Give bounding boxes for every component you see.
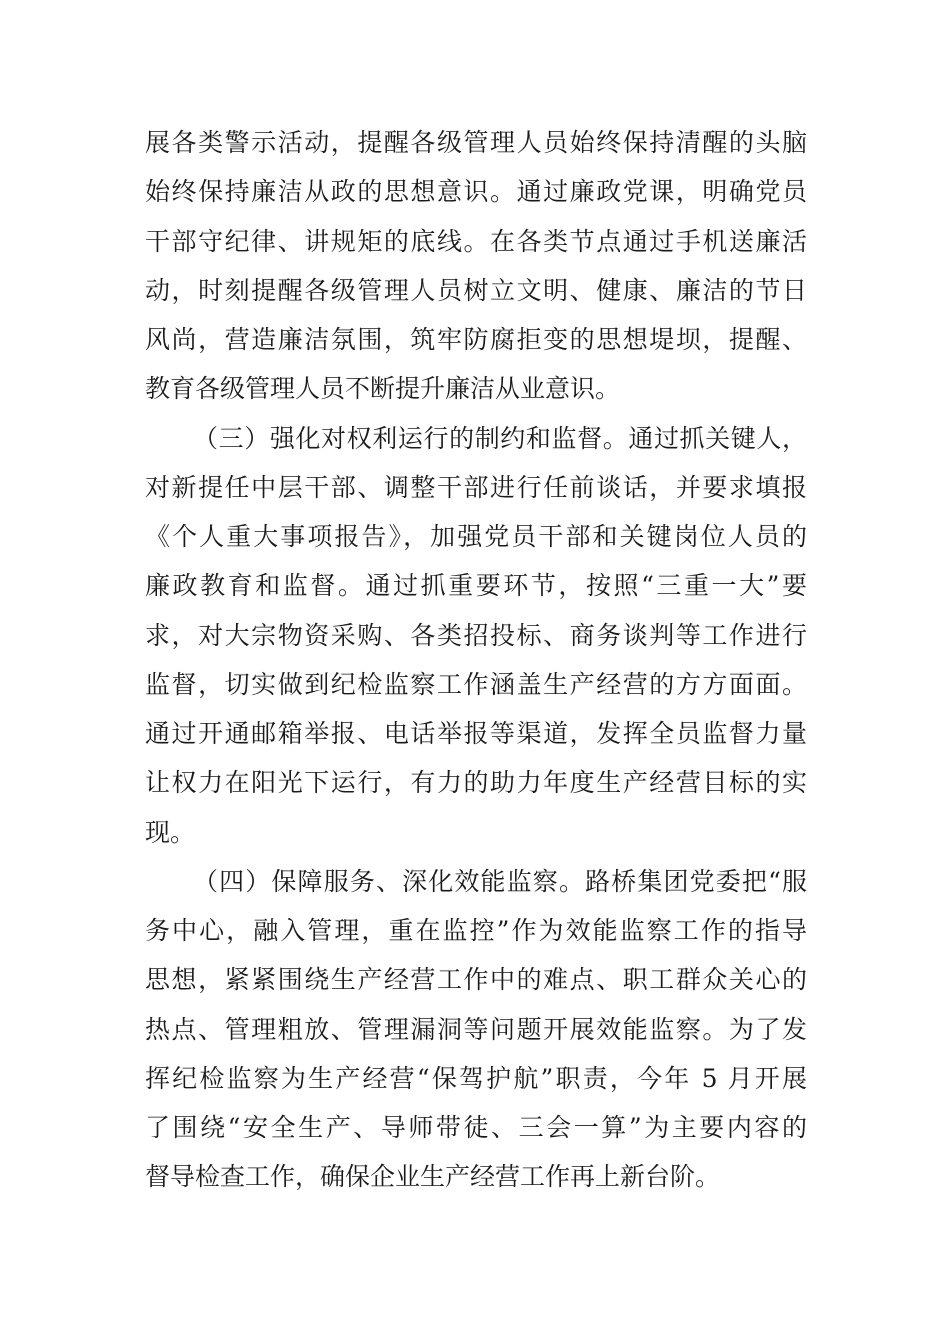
text-line: 干部守纪律、讲规矩的底线。在各类节点通过手机送廉活 [145, 226, 807, 256]
text-line: 《个人重大事项报告》，加强党员干部和关键岗位人员的 [145, 522, 807, 551]
text-line: 风尚，营造廉洁氛围，筑牢防腐拒变的思想堤坝，提醒、 [145, 325, 807, 354]
text-line: 廉政教育和监督。通过抓重要环节，按照“三重一大”要 [145, 571, 807, 601]
text-line: 让权力在阳光下运行，有力的助力年度生产经营目标的实 [145, 768, 807, 798]
text-line: 现。 [145, 817, 196, 847]
text-lines [145, 118, 807, 1202]
text-line: 动，时刻提醒各级管理人员树立文明、健康、廉洁的节日 [145, 275, 807, 305]
text-line: 督导检查工作，确保企业生产经营工作再上新台阶。 [145, 1162, 721, 1192]
text-line: 教育各级管理人员不断提升廉洁从业意识。 [145, 374, 621, 404]
text-line: 挥纪检监察为生产经营“保驾护航”职责，今年 5 月开展 [145, 1063, 807, 1093]
text-line: 监督，切实做到纪检监察工作涵盖生产经营的方方面面。 [145, 669, 807, 699]
text-line: 通过开通邮箱举报、电话举报等渠道，发挥全员监督力量 [145, 719, 807, 748]
text-line: 对新提任中层干部、调整干部进行任前谈话，并要求填报 [145, 472, 807, 502]
text-line: 热点、管理粗放、管理漏洞等问题开展效能监察。为了发 [145, 1014, 807, 1044]
text-line: 了围绕“安全生产、导师带徒、三会一算”为主要内容的 [145, 1113, 807, 1142]
text-line: 展各类警示活动，提醒各级管理人员始终保持清醒的头脑 [145, 128, 807, 157]
paragraph-start-line: （四）保障服务、深化效能监察。路桥集团党委把“服 [193, 866, 807, 896]
document-body [145, 118, 807, 1202]
text-line: 始终保持廉洁从政的思想意识。通过廉政党课，明确党员 [145, 177, 807, 207]
text-line: 求，对大宗物资采购、各类招投标、商务谈判等工作进行 [145, 620, 807, 650]
text-line: 务中心，融入管理，重在监控”作为效能监察工作的指导 [145, 916, 807, 945]
text-line: 思想，紧紧围绕生产经营工作中的难点、职工群众关心的 [145, 965, 807, 995]
paragraph-start-line: （三）强化对权利运行的制约和监督。通过抓关键人， [193, 423, 807, 453]
